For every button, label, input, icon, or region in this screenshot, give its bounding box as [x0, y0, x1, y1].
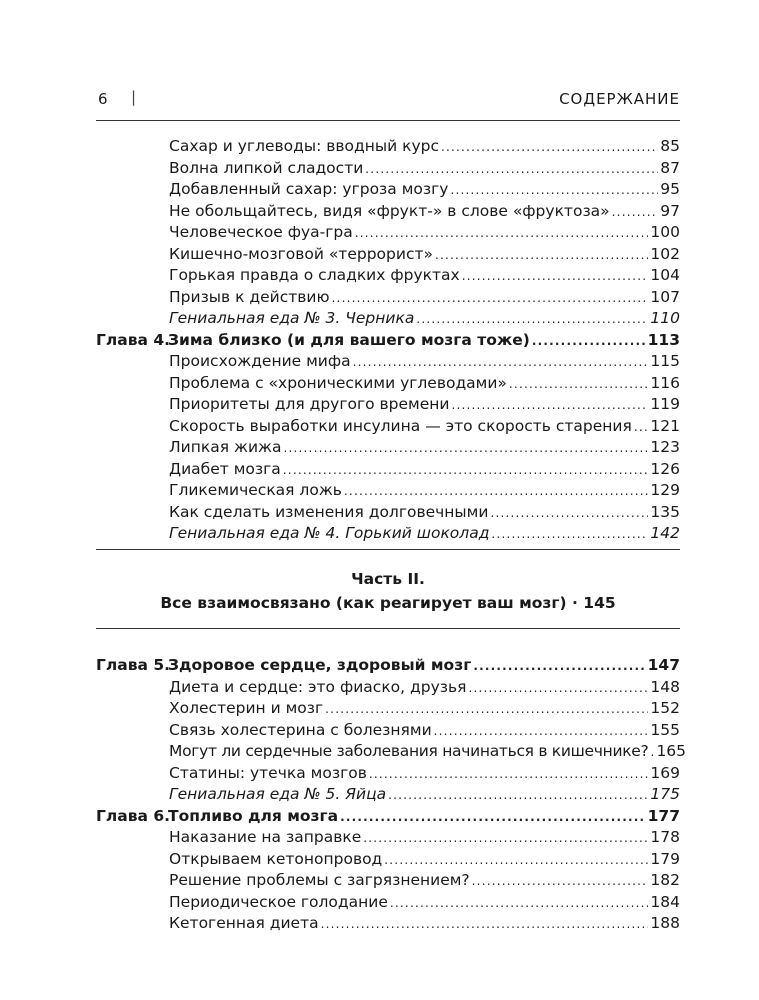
header-separator: |: [131, 88, 137, 106]
toc-entry[interactable]: Связь холестерина с болезнями ..... 155: [96, 720, 680, 742]
part-title: Все взаимосвязано (как реагирует ваш мозг) · 145: [160, 594, 616, 612]
toc-block-1: [96, 136, 680, 545]
part-number: Часть II.: [351, 570, 425, 588]
toc-entry[interactable]: Не обольщайтесь, видя «фрукт-» в слове «фруктоза» ..... 97: [96, 201, 680, 223]
toc-entry[interactable]: Проблема с «хроническими углеводами» ..... 116: [96, 373, 680, 395]
toc-entry[interactable]: Как сделать изменения долговечными ..... 135: [96, 502, 680, 524]
toc-entry[interactable]: Добавленный сахар: угроза мозгу ..... 95: [96, 179, 680, 201]
toc-entry[interactable]: Кишечно-мозговой «террорист» ..... 102: [96, 244, 680, 266]
toc-entry[interactable]: Могут ли сердечные заболевания начинаться в кишечнике? ..... 165: [96, 741, 680, 763]
header-rule: [96, 120, 680, 121]
part-rule-top: [96, 549, 680, 550]
toc-entry[interactable]: Горькая правда о сладких фруктах ..... 104: [96, 265, 680, 287]
part-heading[interactable]: [96, 567, 680, 615]
toc-entry[interactable]: Статины: утечка мозгов ..... 169: [96, 763, 680, 785]
toc-chapter-5[interactable]: Глава 5. Здоровое сердце, здоровый мозг ..... 147: [96, 655, 680, 677]
running-title: СОДЕРЖАНИЕ: [559, 90, 680, 108]
toc-entry[interactable]: Приоритеты для другого времени ..... 119: [96, 394, 680, 416]
toc-entry[interactable]: Открываем кетонопровод ..... 179: [96, 849, 680, 871]
toc-entry[interactable]: Диета и сердце: это фиаско, друзья ..... 148: [96, 677, 680, 699]
toc-entry[interactable]: Человеческое фуа-гра ..... 100: [96, 222, 680, 244]
toc-entry[interactable]: Диабет мозга ..... 126: [96, 459, 680, 481]
toc-entry[interactable]: Кетогенная диета ..... 188: [96, 913, 680, 935]
toc-entry[interactable]: Призыв к действию ..... 107: [96, 287, 680, 309]
toc-entry[interactable]: Решение проблемы с загрязнением? ..... 182: [96, 870, 680, 892]
toc-chapter-4[interactable]: Глава 4. Зима близко (и для вашего мозга тоже) ..... 113: [96, 330, 680, 352]
toc-entry[interactable]: Сахар и углеводы: вводный курс ..... 85: [96, 136, 680, 158]
toc-entry[interactable]: Волна липкой сладости ..... 87: [96, 158, 680, 180]
toc-entry[interactable]: Липкая жижа ..... 123: [96, 437, 680, 459]
page-number: 6: [98, 90, 109, 108]
toc-entry[interactable]: Гликемическая ложь ..... 129: [96, 480, 680, 502]
part-rule-bottom: [96, 628, 680, 629]
toc-entry-genius-food[interactable]: Гениальная еда № 5. Яйца ..... 175: [96, 784, 680, 806]
toc-entry[interactable]: Периодическое голодание ..... 184: [96, 892, 680, 914]
toc-entry-genius-food[interactable]: Гениальная еда № 4. Горький шоколад ..... 142: [96, 523, 680, 545]
page-header: [96, 88, 680, 114]
toc-entry[interactable]: Скорость выработки инсулина — это скорость старения ..... 121: [96, 416, 680, 438]
toc-block-2: [96, 655, 687, 935]
toc-entry-genius-food[interactable]: Гениальная еда № 3. Черника ..... 110: [96, 308, 680, 330]
toc-chapter-6[interactable]: Глава 6. Топливо для мозга ..... 177: [96, 806, 680, 828]
toc-entry[interactable]: Наказание на заправке ..... 178: [96, 827, 680, 849]
toc-entry[interactable]: Холестерин и мозг ..... 152: [96, 698, 680, 720]
toc-entry[interactable]: Происхождение мифа ..... 115: [96, 351, 680, 373]
